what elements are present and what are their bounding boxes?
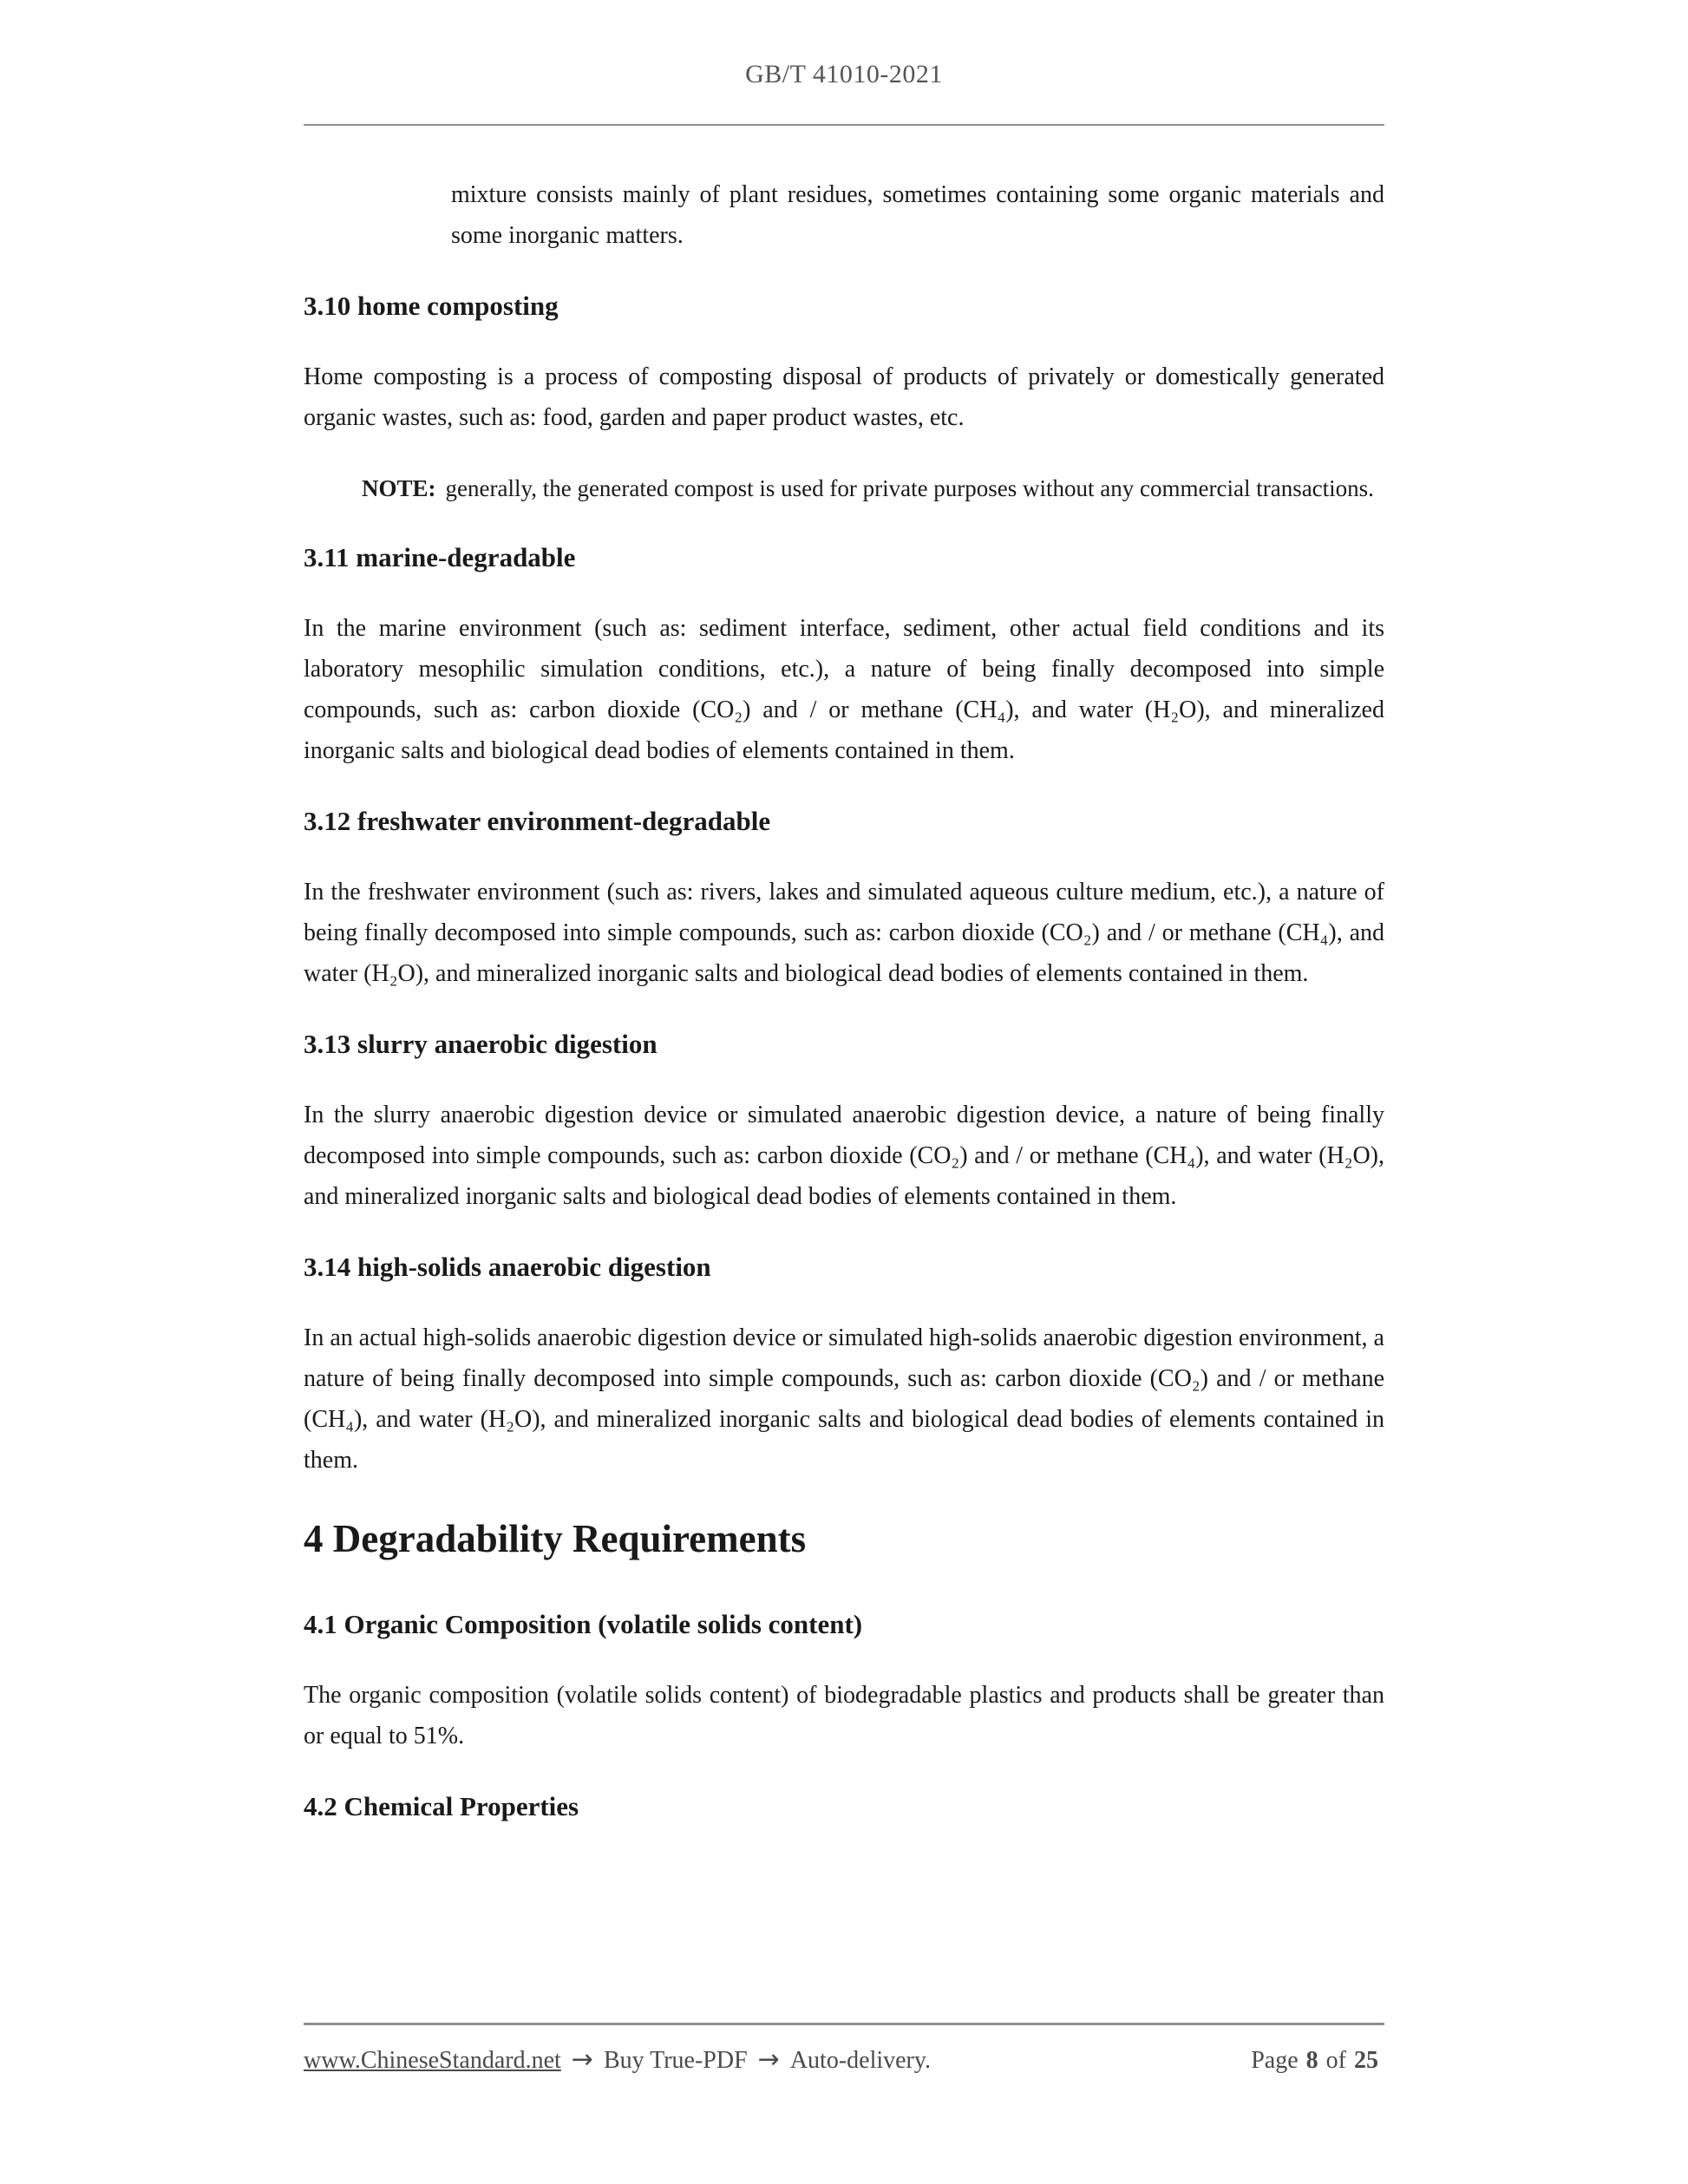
page-total: 25 — [1354, 2047, 1378, 2074]
site-link[interactable]: www.ChineseStandard.net — [304, 2047, 561, 2074]
of-label: of — [1325, 2047, 1346, 2074]
section-3-12-paragraph: In the freshwater environment (such as: rivers, lakes and simulated aqueous culture medium, etc.), a nature of being finally decomposed into simple compounds, such as: carbon dioxide (CO₂) and / or methane (CH₄), and water (H₂O), and mineralized inorganic salts and biological dead bodies of elements contained in them. — [304, 879, 1384, 987]
section-3-10-paragraph: Home composting is a process of composting disposal of products of privately or domestically generated organic wastes, such as: food, garden and paper product wastes, etc. — [304, 363, 1384, 431]
section-heading-3-10: 3.10 home composting — [304, 291, 559, 321]
note-paragraph — [304, 469, 1384, 507]
document-body — [304, 126, 1384, 1826]
right-arrow-icon: → — [571, 2044, 593, 2075]
section-heading-4-1: 4.1 Organic Composition (volatile solids content) — [304, 1609, 863, 1639]
section-3-11-paragraph: In the marine environment (such as: sediment interface, sediment, other actual field conditions and its laboratory mesophilic simulation conditions, etc.), a nature of being finally decomposed into simple compounds, such as: carbon dioxide (CO₂) and / or methane (CH₄), and water (H₂O), and mineralized inorganic salts and biological dead bodies of elements contained in them. — [304, 615, 1384, 764]
section-heading-3-14: 3.14 high-solids anaerobic digestion — [304, 1252, 711, 1282]
note-text: generally, the generated compost is used for private purposes without any commercial transactions. — [445, 475, 1374, 501]
footer-row — [304, 2044, 1384, 2075]
footer-left — [304, 2044, 931, 2075]
section-4-1-paragraph: The organic composition (volatile solids content) of biodegradable plastics and products shall be greater than or equal to 51%. — [304, 1682, 1384, 1749]
section-heading-4-2: 4.2 Chemical Properties — [304, 1791, 579, 1821]
right-arrow-icon: → — [757, 2044, 780, 2075]
page-number: 8 — [1305, 2047, 1318, 2074]
page-indicator — [1249, 2047, 1384, 2075]
section-heading-3-12: 3.12 freshwater environment-degradable — [304, 806, 771, 836]
note-label: NOTE: — [362, 475, 436, 501]
section-3-13-paragraph: In the slurry anaerobic digestion device or simulated anaerobic digestion device, a nature of being finally decomposed into simple compounds, such as: carbon dioxide (CO₂) and / or methane (CH₄), and water (H₂O), and mineralized inorganic salts and biological dead bodies of elements contained in them. — [304, 1102, 1384, 1210]
section-heading-3-13: 3.13 slurry anaerobic digestion — [304, 1029, 658, 1059]
footer-action-buy: Buy True-PDF — [603, 2047, 748, 2074]
section-heading-3-11: 3.11 marine-degradable — [304, 542, 576, 572]
page-label: Page — [1251, 2047, 1299, 2074]
page-header — [304, 0, 1384, 126]
document-number: GB/T 41010-2021 — [745, 60, 943, 88]
chapter-heading-4: 4 Degradability Requirements — [304, 1517, 807, 1560]
page-footer — [304, 2023, 1384, 2075]
footer-action-delivery: Auto-delivery. — [789, 2047, 932, 2074]
section-3-14-paragraph: In an actual high-solids anaerobic digestion device or simulated high-solids anaerobic digestion environment, a nature of being finally decomposed into simple compounds, such as: carbon dioxide (CO₂) and / or methane (CH₄), and water (H₂O), and mineralized inorganic salts and biological dead bodies of elements contained in them. — [304, 1324, 1384, 1474]
definition-continuation-paragraph: mixture consists mainly of plant residues, sometimes containing some organic materials and some inorganic matters. — [451, 181, 1384, 249]
